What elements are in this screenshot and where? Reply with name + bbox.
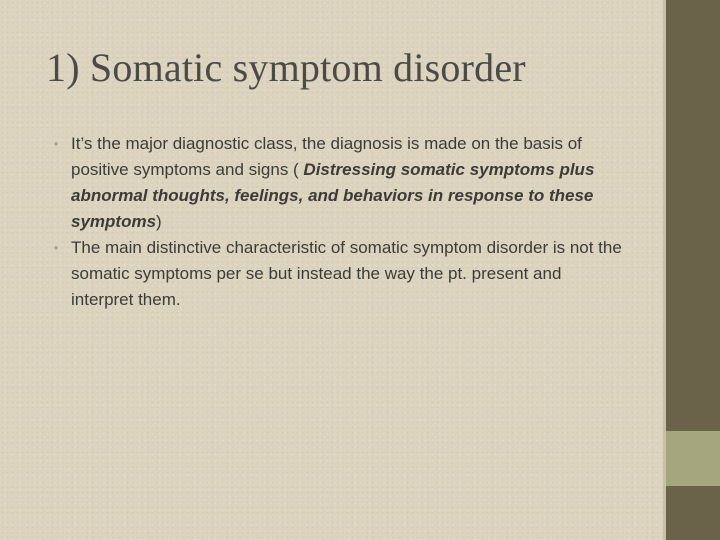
bullet-item-1 xyxy=(54,131,622,235)
bullet-1-text: It’s the major diagnostic class, the diagnosis is made on the basis of positive symptoms and signs ( xyxy=(71,134,582,179)
bullet-dot-icon: • xyxy=(54,137,59,151)
bullet-item-2 xyxy=(54,235,622,313)
bullet-2-text: The main distinctive characteristic of somatic symptom disorder is not the somatic symptoms per se but instead the way the pt. present and interpret them. xyxy=(71,238,622,309)
bullet-list xyxy=(54,131,622,313)
slide-title: 1) Somatic symptom disorder xyxy=(46,45,526,90)
side-stripe-accent xyxy=(666,431,720,486)
bullet-1-emphasis: Distressing somatic symptoms plus abnormal thoughts, feelings, and behaviors in response to these symptoms xyxy=(71,160,595,231)
bullet-1-text-end: ) xyxy=(156,212,162,231)
bullet-dot-icon: • xyxy=(54,241,59,255)
